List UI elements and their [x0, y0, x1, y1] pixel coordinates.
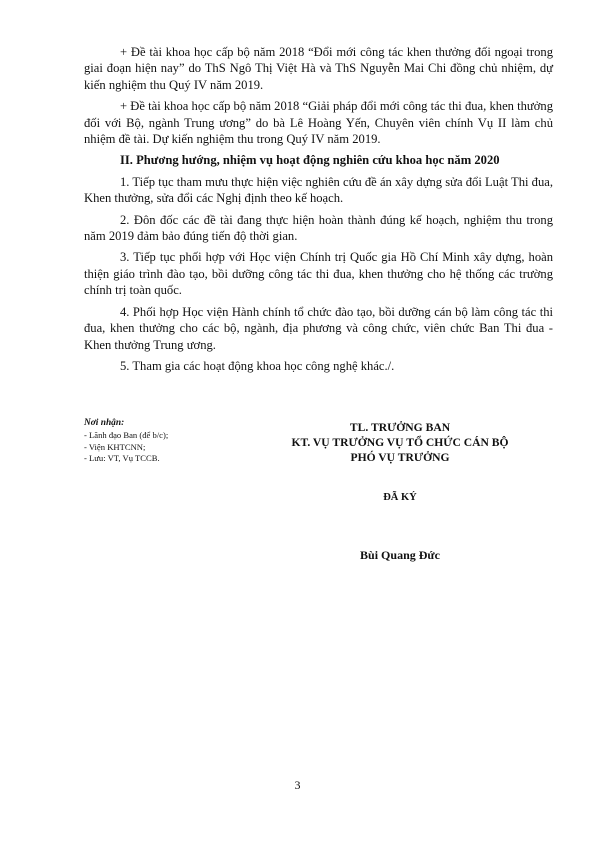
- signature-authority: TL. TRƯỞNG BAN: [349, 421, 451, 434]
- page-number: 3: [294, 778, 301, 792]
- recipient-item: - Lưu: VT, Vụ TCCB.: [84, 453, 160, 464]
- document-body: [84, 44, 553, 379]
- paragraph-task-4: 4. Phối hợp Học viện Hành chính tổ chức đào tạo, bồi dưỡng cán bộ làm công tác thi đua, khen thưởng cho các bộ, ngành, địa phương và công chức, viên chức Ban Thi đua - Khen thưởng Trung ương.: [84, 304, 553, 352]
- signature-department: KT. VỤ TRƯỞNG VỤ TỔ CHỨC CÁN BỘ: [291, 436, 509, 449]
- paragraph-task-2: 2. Đôn đốc các đề tài đang thực hiện hoàn thành đúng kế hoạch, nghiệm thu trong năm 2019 đảm bảo đúng tiến độ thời gian.: [84, 212, 553, 244]
- signer-name: Bùi Quang Đức: [360, 548, 440, 562]
- paragraph-project-2: + Đề tài khoa học cấp bộ năm 2018 “Giải pháp đổi mới công tác thi đua, khen thưởng đối với Bộ, ngành Trung ương” do bà Lê Hoàng Yến, Chuyên viên chính Vụ II làm chủ nhiệm đề tài. Dự kiến nghiệm thu trong Quý IV năm 2019.: [84, 99, 553, 147]
- paragraph-project-1: + Đề tài khoa học cấp bộ năm 2018 “Đổi mới công tác khen thưởng đối ngoại trong giai đoạn hiện nay” do ThS Ngô Thị Việt Hà và ThS Nguyễn Mai Chi đồng chủ nhiệm, dự kiến nghiệm thu Quý IV năm 2019.: [84, 45, 553, 92]
- paragraph-task-1: 1. Tiếp tục tham mưu thực hiện việc nghiên cứu đề án xây dựng sửa đổi Luật Thi đua, Khen thưởng, sửa đổi các Nghị định theo kế hoạch.: [84, 174, 553, 206]
- signed-mark: ĐÃ KÝ: [383, 492, 417, 503]
- signature-block: [250, 420, 550, 563]
- recipient-item: - Lãnh đạo Ban (để b/c);: [84, 430, 169, 441]
- paragraph-task-3: 3. Tiếp tục phối hợp với Học viện Chính trị Quốc gia Hồ Chí Minh xây dựng, hoàn thiện giáo trình đào tạo, bồi dưỡng công tác thi đua, khen thưởng cho hệ thống các trường chính trị toàn quốc.: [84, 250, 553, 298]
- paragraph-task-5: 5. Tham gia các hoạt động khoa học công nghệ khác./.: [120, 358, 395, 373]
- signature-position: PHÓ VỤ TRƯỞNG: [350, 451, 450, 464]
- section-heading: II. Phương hướng, nhiệm vụ hoạt động nghiên cứu khoa học năm 2020: [120, 153, 500, 168]
- recipient-item: - Viện KHTCNN;: [84, 441, 146, 452]
- recipients-block: [84, 418, 168, 465]
- recipients-title: Nơi nhận:: [84, 418, 125, 428]
